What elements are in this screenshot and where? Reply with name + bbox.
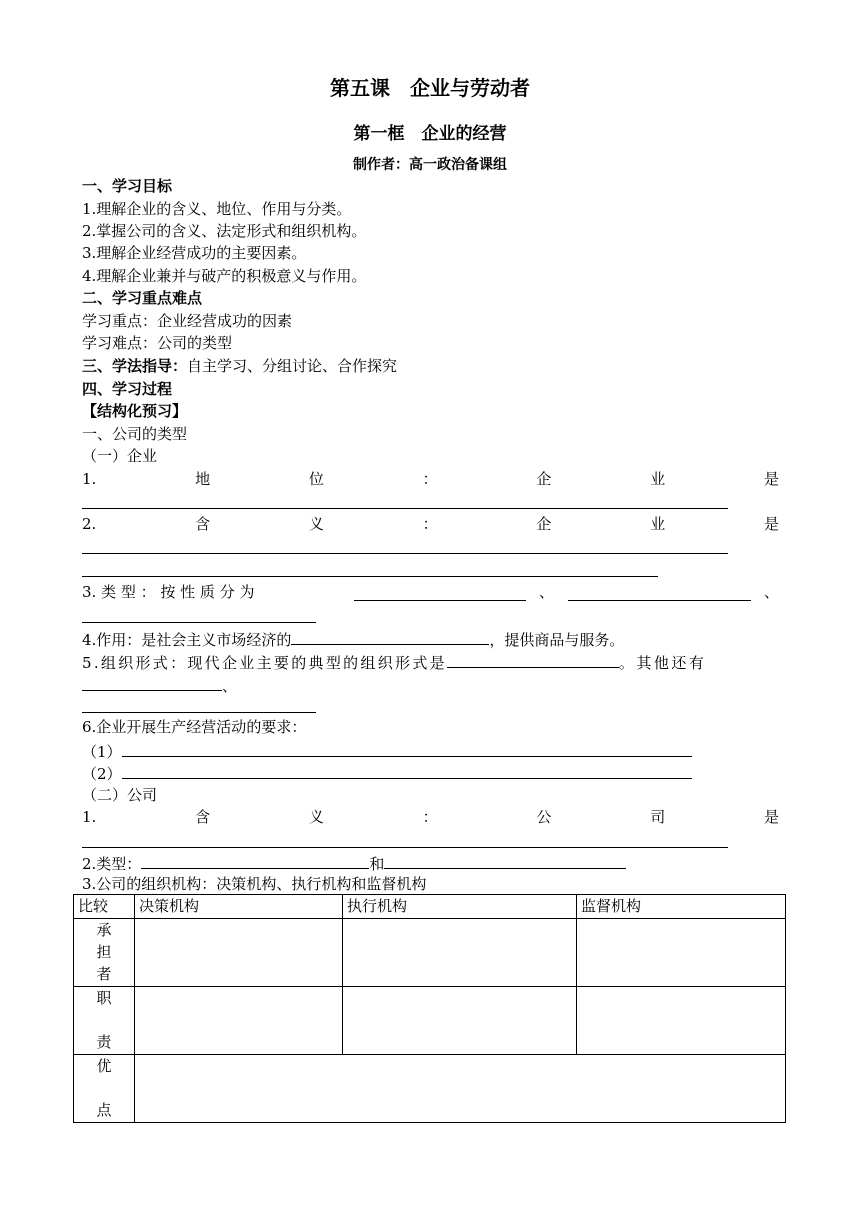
answer-blank[interactable] <box>82 553 728 554</box>
page-subtitle: 第一框 企业的经营 <box>353 124 507 144</box>
table-cell[interactable] <box>343 987 577 1055</box>
table-header-row <box>74 895 786 919</box>
company-question-types: 2.类型： 和 <box>82 852 626 874</box>
answer-blank[interactable] <box>122 762 692 779</box>
table-row <box>74 919 786 987</box>
answer-blank[interactable] <box>354 600 526 601</box>
table-cell[interactable] <box>135 919 343 987</box>
table-cell[interactable] <box>343 919 577 987</box>
answer-blank[interactable] <box>82 674 222 691</box>
table-cell[interactable] <box>135 987 343 1055</box>
table-row <box>74 987 786 1055</box>
answer-blank[interactable] <box>82 847 728 848</box>
section-heading-method: 三、学法指导： <box>82 357 188 375</box>
requirement-2: （2） <box>82 762 692 784</box>
table-header: 监督机构 <box>577 895 786 919</box>
goal-item: 4.理解企业兼并与破产的积极意义与作用。 <box>82 267 367 285</box>
subsection-company: （二）公司 <box>82 786 158 804</box>
table-cell[interactable] <box>577 987 786 1055</box>
row-label-duties: 职 责 <box>74 987 135 1055</box>
question-1-status: 1. 地 位 ： 企 业 是 <box>82 470 779 488</box>
method-text: 自主学习、分组讨论、合作探究 <box>187 357 398 375</box>
question-6-requirements: 6.企业开展生产经营活动的要求： <box>82 718 307 736</box>
answer-blank[interactable] <box>82 508 728 509</box>
section-heading-goals: 一、学习目标 <box>82 177 173 195</box>
company-question-meaning: 1. 含 义 ： 公 司 是 <box>82 808 779 826</box>
section-heading-process: 四、学习过程 <box>82 380 173 398</box>
answer-blank[interactable] <box>568 600 751 601</box>
table-header: 执行机构 <box>343 895 577 919</box>
table-header: 决策机构 <box>135 895 343 919</box>
part-title: 一、公司的类型 <box>82 425 188 443</box>
answer-blank[interactable] <box>82 576 658 577</box>
page-title: 第五课 企业与劳动者 <box>330 76 530 100</box>
table-header: 比较 <box>74 895 135 919</box>
table-cell[interactable] <box>135 1055 786 1123</box>
row-label-bearer: 承 担 者 <box>74 919 135 987</box>
author-line: 制作者：高一政治备课组 <box>353 157 507 173</box>
requirement-1: （1） <box>82 740 692 762</box>
answer-blank[interactable] <box>384 852 626 869</box>
answer-blank[interactable] <box>82 712 316 713</box>
difficult-point: 学习难点：公司的类型 <box>82 334 233 352</box>
key-point: 学习重点：企业经营成功的因素 <box>82 312 293 330</box>
question-3-types: 3. 类 型 ： 按 性 质 分 为 <box>82 583 255 601</box>
study-method <box>82 356 397 376</box>
question-5-form: 5.组织形式：现代企业主要的典型的组织形式是 。其他还有 <box>82 651 779 673</box>
answer-blank[interactable] <box>291 628 489 645</box>
question-2-meaning: 2. 含 义 ： 企 业 是 <box>82 515 779 533</box>
answer-blank[interactable] <box>447 651 619 668</box>
organization-table <box>73 894 786 1123</box>
answer-blank[interactable] <box>82 622 316 623</box>
goal-item: 2.掌握公司的含义、法定形式和组织机构。 <box>82 222 367 240</box>
question-4-role: 4.作用：是社会主义市场经济的 ，提供商品与服务。 <box>82 628 624 650</box>
preview-label: 【结构化预习】 <box>82 402 188 420</box>
answer-blank[interactable] <box>122 740 692 757</box>
table-cell[interactable] <box>577 919 786 987</box>
answer-blank[interactable] <box>141 852 369 869</box>
separator: 、 <box>539 583 555 601</box>
company-question-structure: 3.公司的组织机构：决策机构、执行机构和监督机构 <box>82 875 427 893</box>
goal-item: 1.理解企业的含义、地位、作用与分类。 <box>82 200 352 218</box>
separator: 、 <box>764 583 780 601</box>
goal-item: 3.理解企业经营成功的主要因素。 <box>82 244 307 262</box>
row-label-advantages: 优 点 <box>74 1055 135 1123</box>
section-heading-key-points: 二、学习重点难点 <box>82 289 203 307</box>
table-row <box>74 1055 786 1123</box>
subsection-enterprise: （一）企业 <box>82 447 158 465</box>
question-5-others: 、 <box>82 674 237 696</box>
